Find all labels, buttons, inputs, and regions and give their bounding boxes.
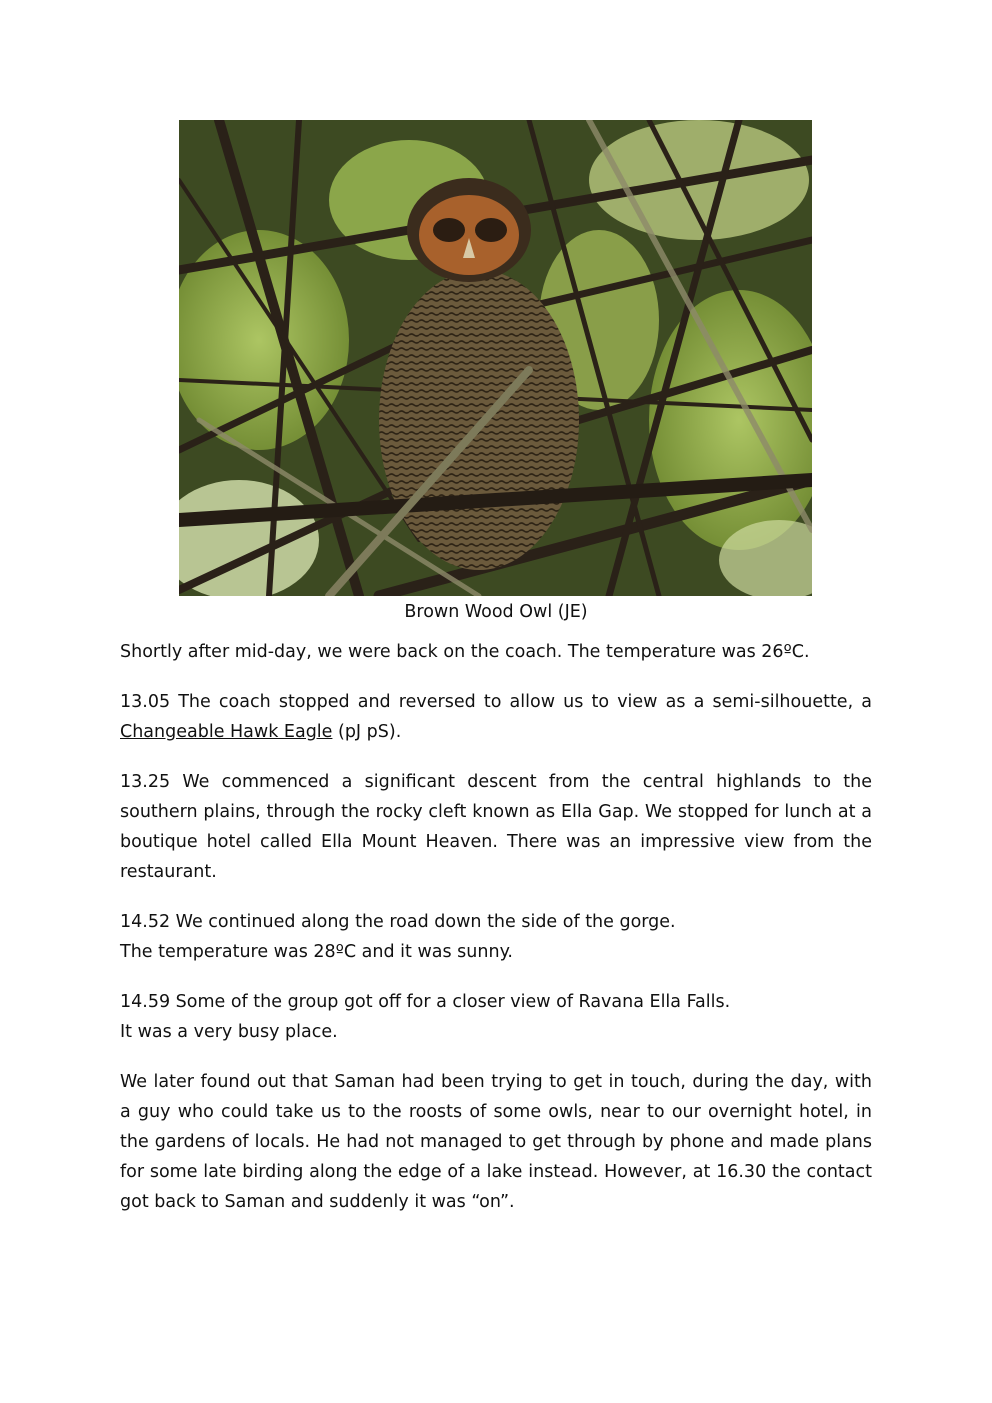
paragraph-hawk-eagle-suffix: (pJ pS). <box>332 722 402 742</box>
photo-caption: Brown Wood Owl (JE) <box>404 602 588 622</box>
paragraph-hawk-eagle-text: 13.05 The coach stopped and reversed to allow us to view as a semi-silhouette, a <box>120 692 872 712</box>
paragraph-falls-line1: 14.59 Some of the group got off for a closer view of Ravana Ella Falls. <box>120 992 731 1012</box>
paragraph-ella-gap: 13.25 We commenced a significant descent from the central highlands to the southern plains, through the rocky cleft known as Ella Gap. We stopped for lunch at a boutique hotel called Ella Mount Heaven. There was an impressive view from the restaurant. <box>120 772 872 882</box>
owl-photo-illustration <box>179 120 812 596</box>
paragraph-hawk-eagle <box>120 687 872 747</box>
paragraph-owl-roosts: We later found out that Saman had been trying to get in touch, during the day, with a guy who could take us to the roosts of some owls, near to our overnight hotel, in the gardens of locals. He had not managed to get through by phone and made plans for some late birding along the edge of a lake instead. However, at 16.30 the contact got back to Saman and suddenly it was “on”. <box>120 1072 872 1212</box>
paragraph-gorge-line2: The temperature was 28ºC and it was sunny. <box>120 942 513 962</box>
owl-photo <box>179 120 812 596</box>
species-link-changeable-hawk-eagle: Changeable Hawk Eagle <box>120 722 333 742</box>
paragraph-midday: Shortly after mid-day, we were back on the coach. The temperature was 26ºC. <box>120 642 810 662</box>
paragraph-falls-line2: It was a very busy place. <box>120 1022 338 1042</box>
paragraph-falls <box>120 987 872 1047</box>
paragraph-gorge-line1: 14.52 We continued along the road down the side of the gorge. <box>120 912 676 932</box>
paragraph-gorge <box>120 907 872 967</box>
